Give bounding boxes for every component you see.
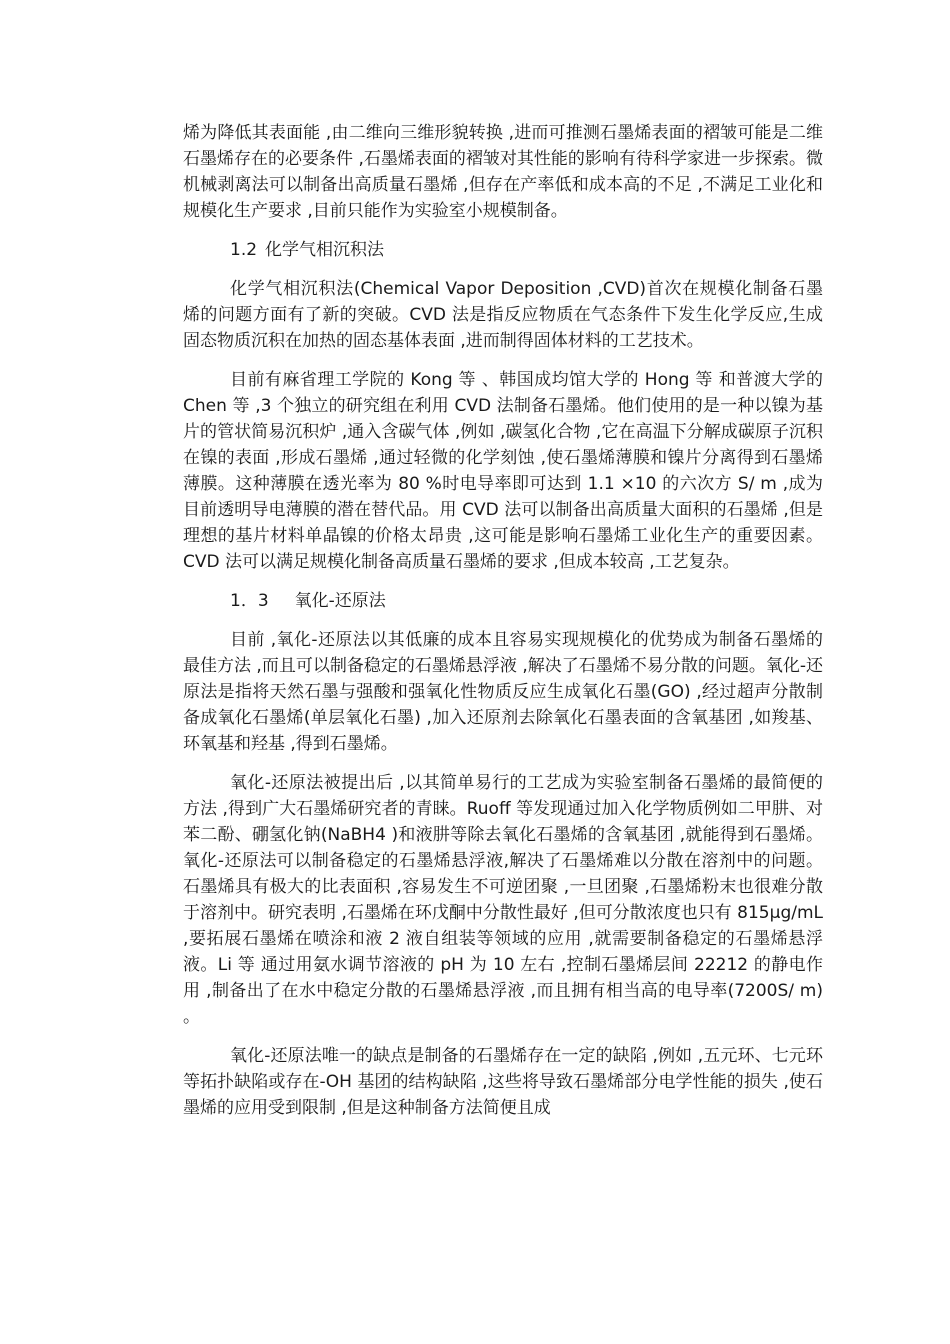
- section-heading-1-3: [183, 588, 823, 614]
- paragraph-redox-intro: 目前 ,氧化-还原法以其低廉的成本且容易实现规模化的优势成为制备石墨烯的最佳方法 ,而且可以制备稳定的石墨烯悬浮液 ,解决了石墨烯不易分散的问题。氧化-还原法是指将天然石墨与强酸和强氧化性物质反应生成氧化石墨(GO) ,经过超声分散制备成氧化石墨烯(单层氧化石墨) ,加入还原剂去除氧化石墨表面的含氧基团 ,如羧基、环氧基和羟基 ,得到石墨烯。: [183, 630, 823, 754]
- paragraph-cvd-research: 目前有麻省理工学院的 Kong 等 、韩国成均馆大学的 Hong 等 和普渡大学的 Chen 等 ,3 个独立的研究组在利用 CVD 法制备石墨烯。他们使用的是一种以镍为基片的管状简易沉积炉 ,通入含碳气体 ,例如 ,碳氢化合物 ,它在高温下分解成碳原子沉积在镍的表面 ,形成石墨烯 ,通过轻微的化学刻蚀 ,使石墨烯薄膜和镍片分离得到石墨烯薄膜。这种薄膜在透光率为 80 %时电导率即可达到 1.1 ×10 的六次方 S/ m ,成为目前透明导电薄膜的潜在替代品。用 CVD 法可以制备出高质量大面积的石墨烯 ,但是理想的基片材料单晶镍的价格太昂贵 ,这可能是影响石墨烯工业化生产的重要因素。CVD 法可以满足规模化制备高质量石墨烯的要求 ,但成本较高 ,工艺复杂。: [183, 370, 823, 572]
- section-number: 1．3: [230, 591, 269, 611]
- section-number: 1.2: [230, 240, 258, 260]
- document-page: [183, 120, 823, 1134]
- paragraph-intro-continuation: 烯为降低其表面能 ,由二维向三维形貌转换 ,进而可推测石墨烯表面的褶皱可能是二维石墨烯存在的必要条件 ,石墨烯表面的褶皱对其性能的影响有待科学家进一步探索。微机械剥离法可以制备出高质量石墨烯 ,但存在产率低和成本高的不足 ,不满足工业化和规模化生产要求 ,目前只能作为实验室小规模制备。: [183, 123, 823, 221]
- section-title: 氧化-还原法: [294, 591, 386, 611]
- paragraph-redox-drawbacks: 氧化-还原法唯一的缺点是制备的石墨烯存在一定的缺陷 ,例如 ,五元环、七元环等拓扑缺陷或存在-OH 基团的结构缺陷 ,这些将导致石墨烯部分电学性能的损失 ,使石墨烯的应用受到限制 ,但是这种制备方法简便且成: [183, 1046, 823, 1118]
- section-heading-1-2: [183, 237, 823, 263]
- section-title: 化学气相沉积法: [265, 240, 385, 260]
- paragraph-cvd-definition: 化学气相沉积法(Chemical Vapor Deposition ,CVD)首次在规模化制备石墨烯的问题方面有了新的突破。CVD 法是指反应物质在气态条件下发生化学反应,生成固态物质沉积在加热的固态基体表面 ,进而制得固体材料的工艺技术。: [183, 279, 823, 351]
- paragraph-redox-research: 氧化-还原法被提出后 ,以其简单易行的工艺成为实验室制备石墨烯的最简便的方法 ,得到广大石墨烯研究者的青睐。Ruoff 等发现通过加入化学物质例如二甲肼、对苯二酚、硼氢化钠(NaBH4 )和液肼等除去氧化石墨烯的含氧基团 ,就能得到石墨烯。氧化-还原法可以制备稳定的石墨烯悬浮液,解决了石墨烯难以分散在溶剂中的问题。石墨烯具有极大的比表面积 ,容易发生不可逆团聚 ,一旦团聚 ,石墨烯粉末也很难分散于溶剂中。研究表明 ,石墨烯在环戊酮中分散性最好 ,但可分散浓度也只有 815μg/mL ,要拓展石墨烯在喷涂和液 2 液自组装等领域的应用 ,就需要制备稳定的石墨烯悬浮液。Li 等 通过用氨水调节溶液的 pH 为 10 左右 ,控制石墨烯层间 22212 的静电作用 ,制备出了在水中稳定分散的石墨烯悬浮液 ,而且拥有相当高的电导率(7200S/ m) 。: [183, 773, 823, 1027]
